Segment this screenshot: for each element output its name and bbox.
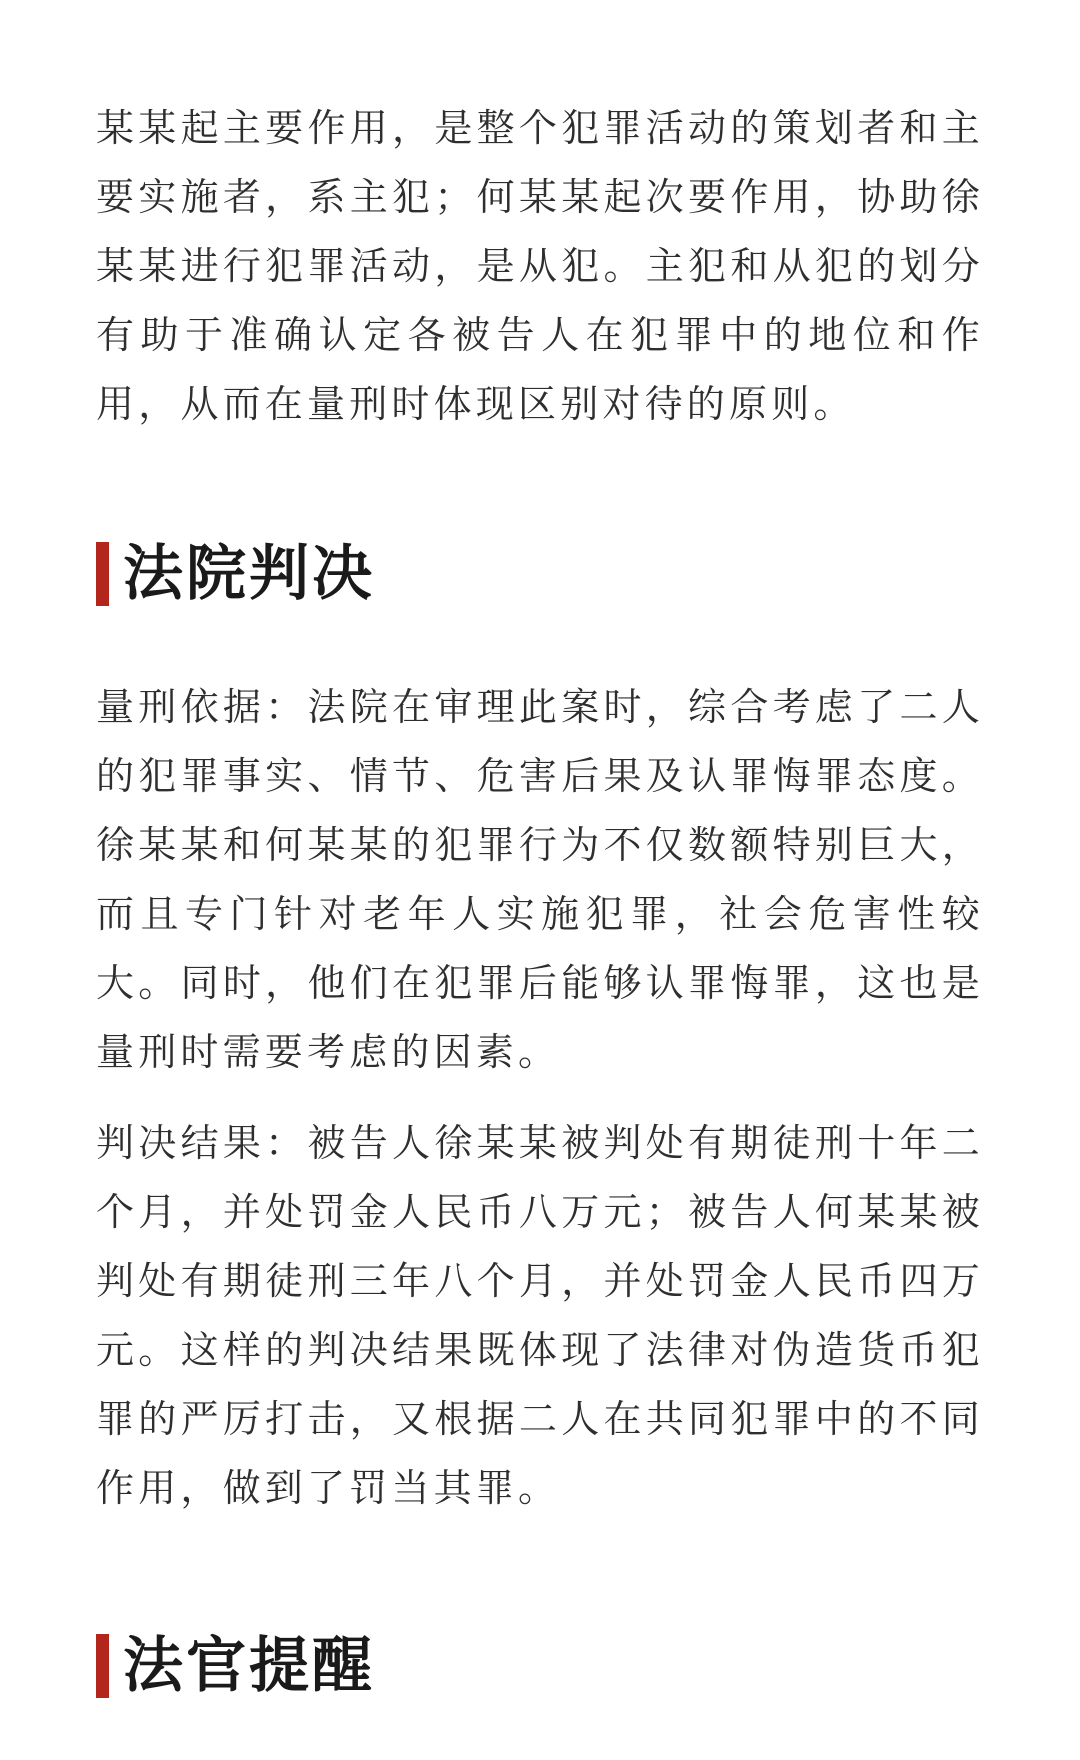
court-verdict-title: 法院判决 xyxy=(123,539,375,609)
section-accent-bar xyxy=(96,1634,109,1698)
judge-reminder-title: 法官提醒 xyxy=(123,1631,375,1701)
court-verdict-heading xyxy=(96,539,984,609)
article-body xyxy=(96,94,984,1701)
judge-reminder-heading xyxy=(96,1631,984,1701)
intro-paragraph: 某某起主要作用，是整个犯罪活动的策划者和主要实施者，系主犯；何某某起次要作用，协助徐某某进行犯罪活动，是从犯。主犯和从犯的划分有助于准确认定各被告人在犯罪中的地位和作用，从而在量刑时体现区别对待的原则。 xyxy=(96,106,984,426)
verdict-result-paragraph: 判决结果：被告人徐某某被判处有期徒刑十年二个月，并处罚金人民币八万元；被告人何某某被判处有期徒刑三年八个月，并处罚金人民币四万元。这样的判决结果既体现了法律对伪造货币犯罪的严厉打击，又根据二人在共同犯罪中的不同作用，做到了罚当其罪。 xyxy=(96,1121,984,1510)
sentencing-basis-paragraph: 量刑依据：法院在审理此案时，综合考虑了二人的犯罪事实、情节、危害后果及认罪悔罪态度。徐某某和何某某的犯罪行为不仅数额特别巨大，而且专门针对老年人实施犯罪，社会危害性较大。同时，他们在犯罪后能够认罪悔罪，这也是量刑时需要考虑的因素。 xyxy=(96,685,984,1074)
section-accent-bar xyxy=(96,542,109,606)
